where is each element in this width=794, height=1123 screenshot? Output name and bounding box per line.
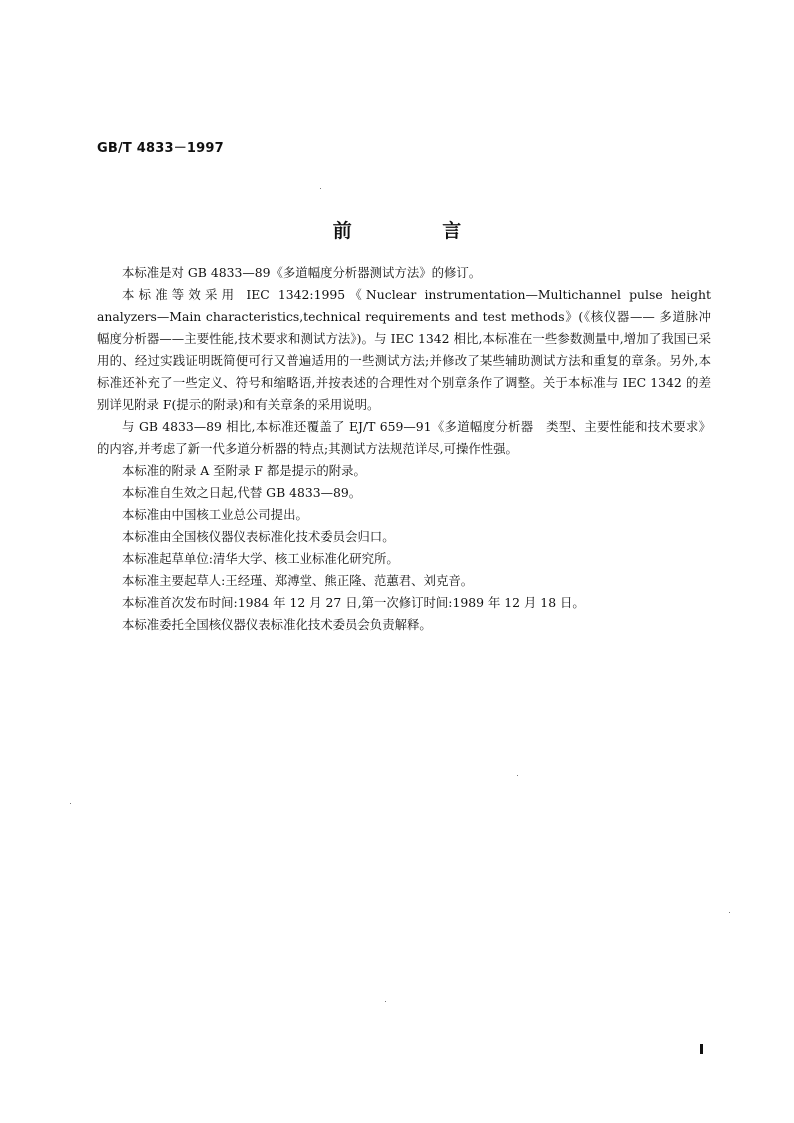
paragraph-replacement: 本标准自生效之日起,代替 GB 4833—89。: [122, 485, 362, 500]
scan-speck: [729, 912, 730, 913]
scan-speck: [320, 188, 321, 189]
scan-speck: [517, 775, 518, 776]
standard-number: GB/T 4833－1997: [97, 141, 224, 156]
paragraph-proposer: 本标准由中国核工业总公司提出。: [122, 507, 308, 522]
paragraph-interpretation: 本标准委托全国核仪器仪表标准化技术委员会负责解释。: [122, 617, 432, 632]
paragraph-revision-note: 本标准是对 GB 4833—89《多道幅度分析器测试方法》的修订。: [122, 265, 482, 280]
scan-speck: [70, 803, 71, 804]
paragraph-drafters: 本标准主要起草人:王经瑾、郑溥堂、熊正隆、范蕙君、刘克音。: [122, 573, 474, 588]
scan-speck: [385, 1001, 386, 1002]
paragraph-administrator: 本标准由全国核仪器仪表标准化技术委员会归口。: [122, 529, 395, 544]
paragraph-iec-adoption: 本标准等效采用 IEC 1342:1995《Nuclear instrumentation—Multichannel pulse height analyzers—Main characteristics,technical requirements and test methods》(《核仪器—— 多道脉冲幅度分析器——主要性能,技术要求和测试方法》)。与 IEC 1342 相比,本标准在一些参数测量中,增加了我国已采用的、经过实践证明既简便可行又普遍适用的一些测试方法;并修改了某些辅助测试方法和重复的章条。另外,本标准还补充了一些定义、符号和缩略语,并按表述的合理性对个别章条作了调整。关于本标准与 IEC 1342 的差别详见附录 F(提示的附录)和有关章条的采用说明。: [97, 287, 711, 412]
page-title: 前 言: [332, 220, 504, 242]
preface-body: [97, 262, 711, 636]
paragraph-drafting-units: 本标准起草单位:清华大学、核工业标准化研究所。: [122, 551, 399, 566]
paragraph-appendices: 本标准的附录 A 至附录 F 都是提示的附录。: [122, 463, 366, 478]
page-marker: [700, 1044, 703, 1054]
paragraph-coverage: 与 GB 4833—89 相比,本标准还覆盖了 EJ/T 659—91《多道幅度分析器 类型、主要性能和技术要求》的内容,并考虑了新一代多道分析器的特点;其测试方法规范详尽,可操作性强。: [97, 419, 711, 456]
paragraph-publication-dates: 本标准首次发布时间:1984 年 12 月 27 日,第一次修订时间:1989 年 12 月 18 日。: [122, 595, 585, 610]
